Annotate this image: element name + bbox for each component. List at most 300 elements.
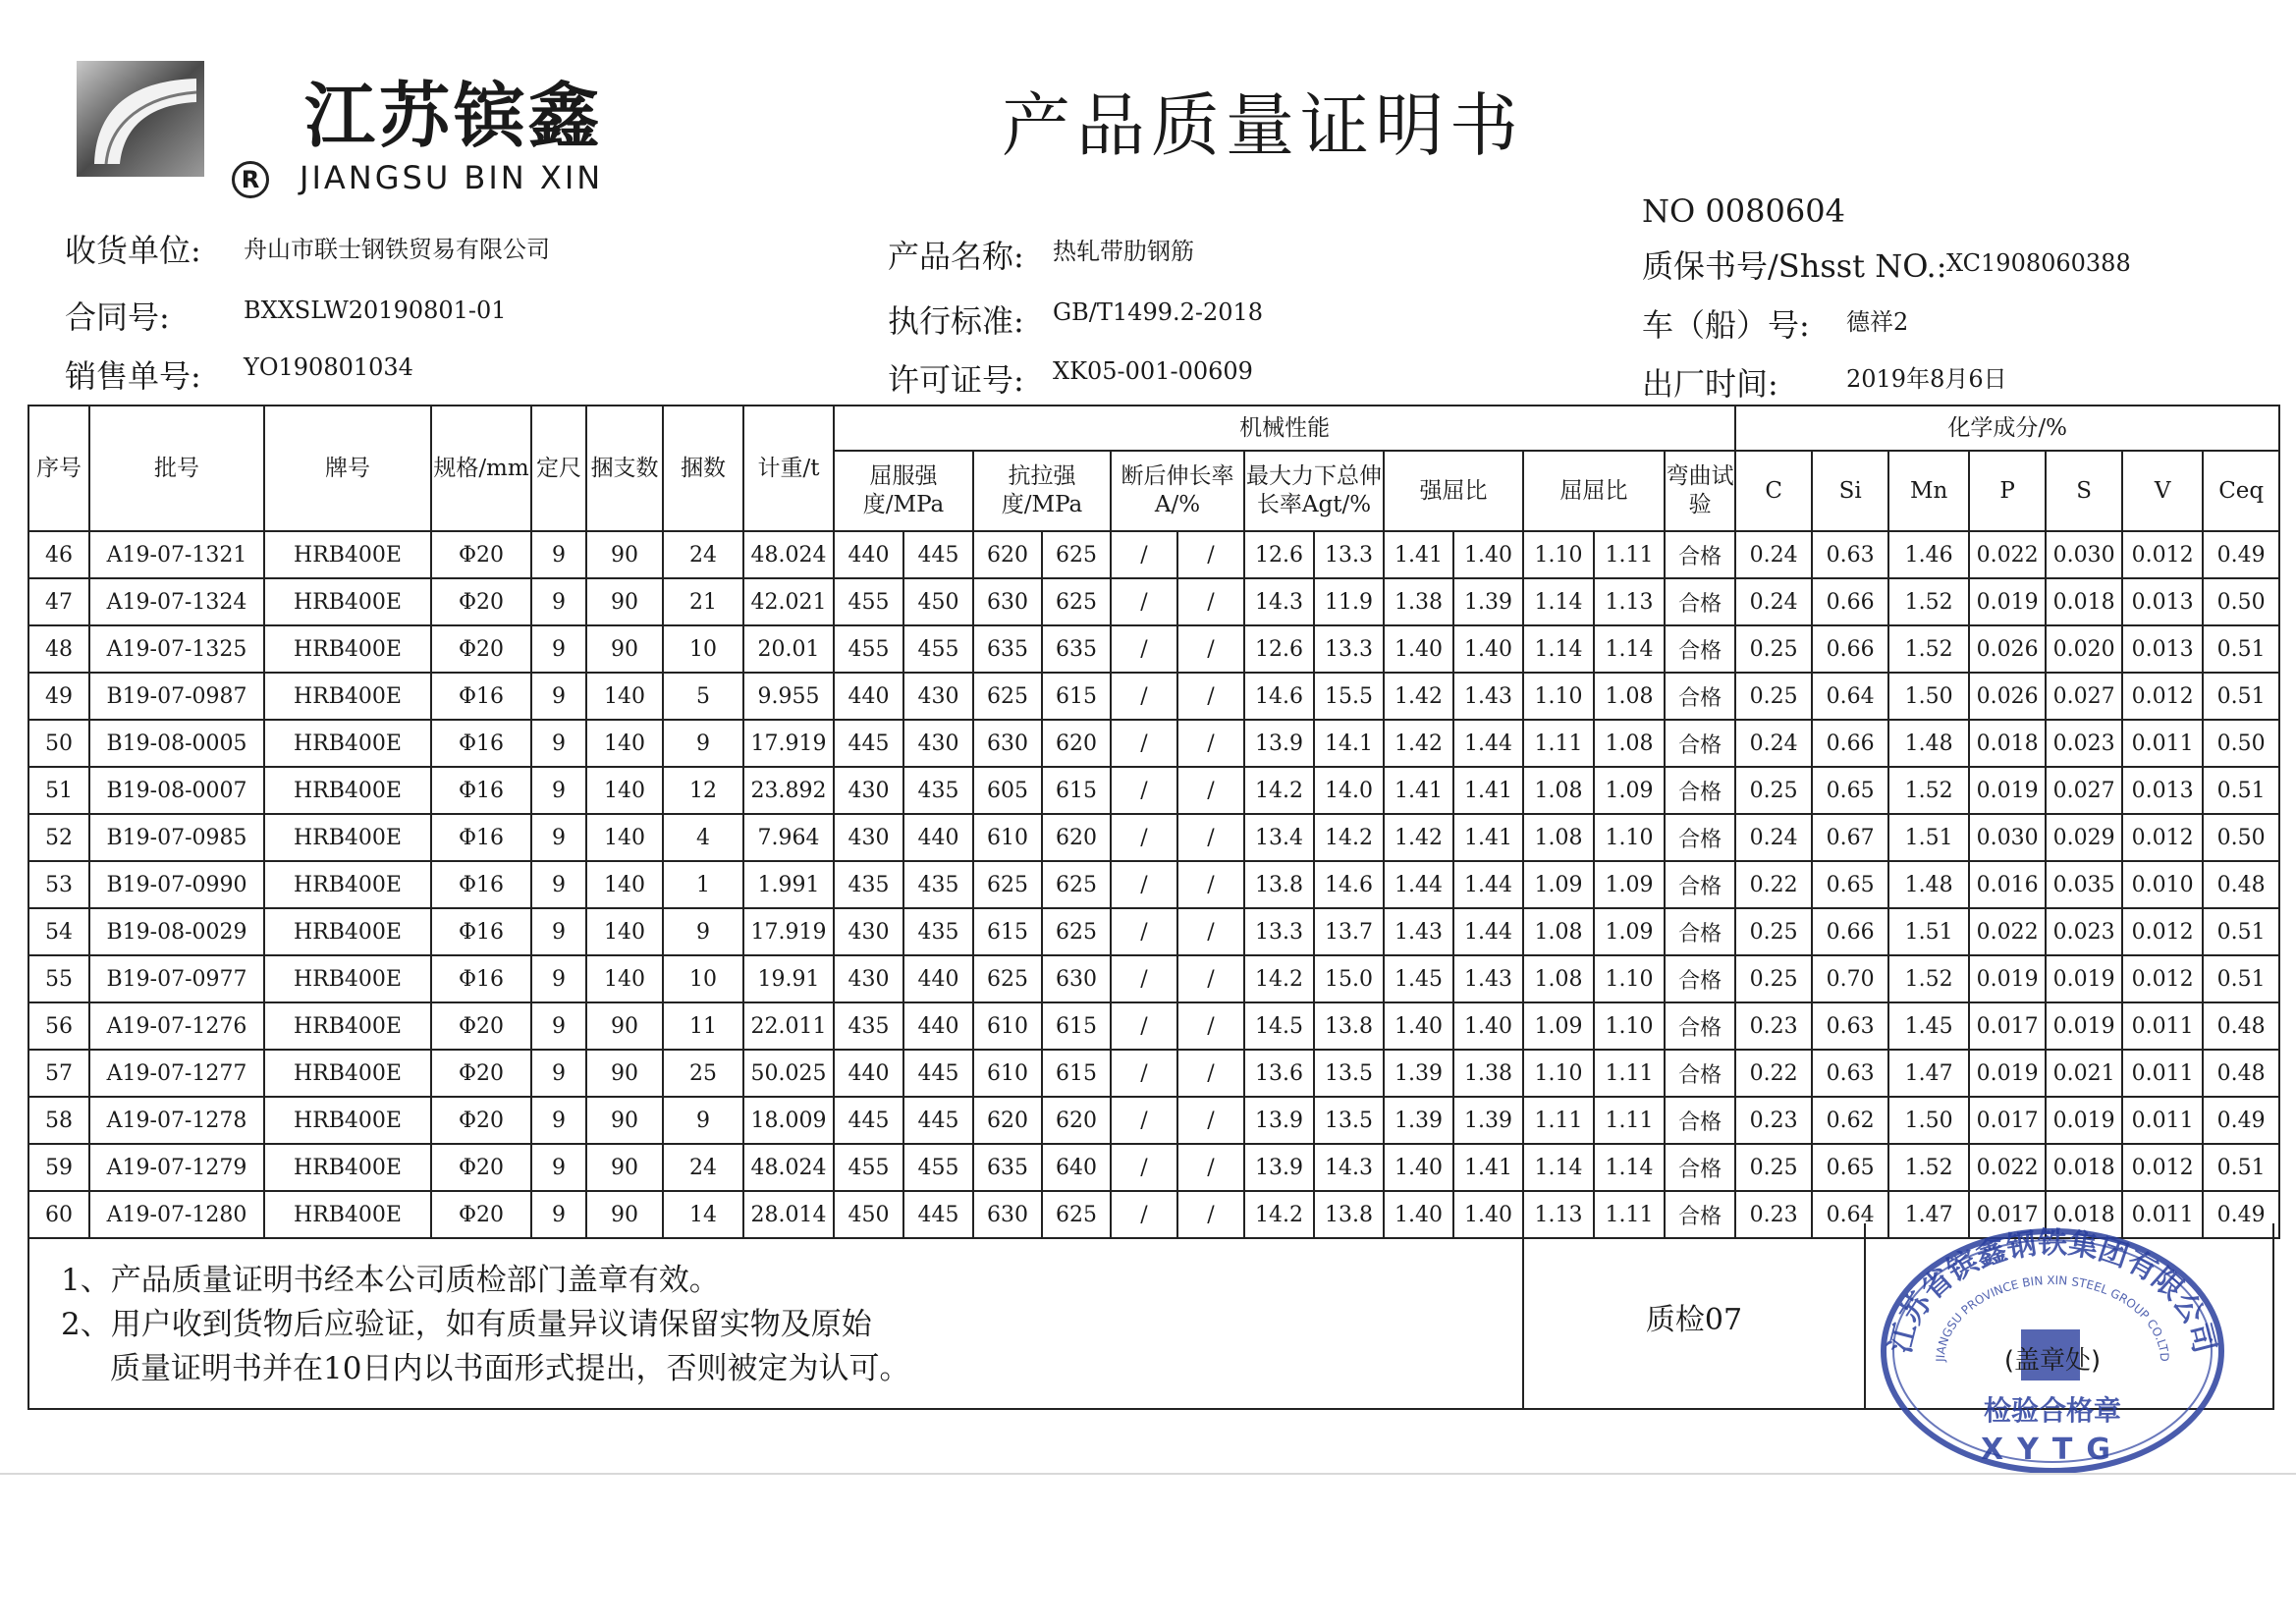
- cell-yield-1: 440: [834, 673, 903, 720]
- cell-yield-ratio-2: 1.09: [1594, 861, 1665, 908]
- cell-yield-ratio-1: 1.08: [1523, 767, 1594, 814]
- cell-yield-1: 440: [834, 1050, 903, 1097]
- cell-si: 0.64: [1812, 1191, 1888, 1238]
- cell-yield-2: 445: [903, 531, 973, 578]
- cell-s: 0.018: [2046, 1191, 2122, 1238]
- cell-strength-ratio-2: 1.44: [1453, 861, 1523, 908]
- cell-bend-test: 合格: [1665, 1191, 1735, 1238]
- cell-p: 0.022: [1969, 531, 2046, 578]
- cell-elongation-2: /: [1177, 814, 1244, 861]
- sales-order-label: 销售单号:: [65, 357, 201, 395]
- cell-spec: Φ16: [431, 908, 531, 955]
- cell-agt-2: 13.7: [1314, 908, 1384, 955]
- cell-si: 0.63: [1812, 1002, 1888, 1050]
- table-row: [28, 908, 2279, 955]
- cell-tensile-2: 615: [1042, 1002, 1111, 1050]
- cell-elongation-2: /: [1177, 1050, 1244, 1097]
- cell-yield-1: 430: [834, 767, 903, 814]
- cell-spec: Φ20: [431, 625, 531, 673]
- cell-agt-2: 13.3: [1314, 531, 1384, 578]
- cell-seq: 55: [28, 955, 89, 1002]
- cell-ceq: 0.51: [2203, 673, 2279, 720]
- cell-weight: 7.964: [743, 814, 834, 861]
- cell-tensile-2: 640: [1042, 1144, 1111, 1191]
- cell-weight: 17.919: [743, 908, 834, 955]
- cell-ceq: 0.51: [2203, 955, 2279, 1002]
- cell-spec: Φ16: [431, 814, 531, 861]
- cell-agt-2: 14.2: [1314, 814, 1384, 861]
- cell-v: 0.013: [2122, 578, 2203, 625]
- cell-agt-2: 14.1: [1314, 720, 1384, 767]
- cell-grade: HRB400E: [264, 673, 431, 720]
- cell-s: 0.019: [2046, 1002, 2122, 1050]
- cell-batch: A19-07-1279: [89, 1144, 264, 1191]
- header-v: V: [2122, 451, 2203, 531]
- cell-c: 0.22: [1735, 1050, 1812, 1097]
- product-name-label: 产品名称:: [888, 238, 1024, 275]
- cell-tensile-1: 625: [973, 673, 1042, 720]
- cell-strength-ratio-1: 1.41: [1384, 531, 1453, 578]
- cell-yield-ratio-2: 1.13: [1594, 578, 1665, 625]
- cell-spec: Φ16: [431, 861, 531, 908]
- cell-tensile-2: 625: [1042, 1191, 1111, 1238]
- header-elongation: 断后伸长率A/%: [1111, 451, 1244, 531]
- cell-yield-ratio-1: 1.08: [1523, 814, 1594, 861]
- cell-elongation-1: /: [1111, 625, 1177, 673]
- cell-elongation-1: /: [1111, 531, 1177, 578]
- cell-agt-1: 14.2: [1244, 1191, 1314, 1238]
- cell-yield-ratio-1: 1.11: [1523, 1097, 1594, 1144]
- cell-pieces: 90: [586, 1050, 663, 1097]
- cell-yield-ratio-1: 1.13: [1523, 1191, 1594, 1238]
- cell-elongation-1: /: [1111, 578, 1177, 625]
- table-row: [28, 955, 2279, 1002]
- cell-elongation-1: /: [1111, 1191, 1177, 1238]
- cell-c: 0.23: [1735, 1002, 1812, 1050]
- cell-tensile-1: 625: [973, 861, 1042, 908]
- cell-strength-ratio-2: 1.40: [1453, 1191, 1523, 1238]
- cell-elongation-1: /: [1111, 1097, 1177, 1144]
- cell-batch: B19-07-0977: [89, 955, 264, 1002]
- cell-bend-test: 合格: [1665, 1002, 1735, 1050]
- cell-s: 0.023: [2046, 720, 2122, 767]
- cell-agt-2: 14.0: [1314, 767, 1384, 814]
- cell-c: 0.22: [1735, 861, 1812, 908]
- cell-c: 0.24: [1735, 531, 1812, 578]
- header-si: Si: [1812, 451, 1888, 531]
- cell-tensile-1: 610: [973, 1002, 1042, 1050]
- cell-tensile-2: 625: [1042, 531, 1111, 578]
- cell-batch: B19-08-0007: [89, 767, 264, 814]
- cell-strength-ratio-2: 1.44: [1453, 720, 1523, 767]
- cell-pieces: 90: [586, 625, 663, 673]
- cell-elongation-2: /: [1177, 720, 1244, 767]
- cell-bend-test: 合格: [1665, 767, 1735, 814]
- cell-spec: Φ16: [431, 720, 531, 767]
- cell-bundles: 11: [663, 1002, 743, 1050]
- cell-pieces: 90: [586, 1097, 663, 1144]
- cell-strength-ratio-1: 1.42: [1384, 720, 1453, 767]
- cell-tensile-1: 630: [973, 720, 1042, 767]
- cell-yield-2: 430: [903, 673, 973, 720]
- cell-c: 0.25: [1735, 767, 1812, 814]
- inspector-code: 质检07: [1645, 1303, 1743, 1337]
- cell-p: 0.022: [1969, 1144, 2046, 1191]
- cell-si: 0.67: [1812, 814, 1888, 861]
- header-chemical-group: 化学成分/%: [1735, 406, 2279, 451]
- cell-tensile-2: 620: [1042, 814, 1111, 861]
- cell-strength-ratio-1: 1.38: [1384, 578, 1453, 625]
- cell-yield-2: 445: [903, 1050, 973, 1097]
- cell-batch: B19-08-0005: [89, 720, 264, 767]
- cell-elongation-2: /: [1177, 673, 1244, 720]
- cell-si: 0.65: [1812, 861, 1888, 908]
- cell-spec: Φ20: [431, 1191, 531, 1238]
- cell-yield-1: 455: [834, 578, 903, 625]
- cell-ceq: 0.48: [2203, 1002, 2279, 1050]
- cell-ceq: 0.49: [2203, 1191, 2279, 1238]
- receiver-label: 收货单位:: [65, 232, 201, 269]
- cell-yield-2: 435: [903, 767, 973, 814]
- cell-yield-1: 440: [834, 531, 903, 578]
- cell-yield-ratio-2: 1.11: [1594, 1050, 1665, 1097]
- cell-s: 0.023: [2046, 908, 2122, 955]
- cell-strength-ratio-2: 1.41: [1453, 1144, 1523, 1191]
- company-name-cn: 江苏镔鑫: [304, 75, 604, 157]
- cell-yield-1: 455: [834, 625, 903, 673]
- cell-si: 0.66: [1812, 578, 1888, 625]
- header-strength-ratio: 强屈比: [1384, 451, 1523, 531]
- cell-yield-ratio-1: 1.14: [1523, 578, 1594, 625]
- page-bottom-rule: [0, 1473, 2296, 1475]
- cell-tensile-2: 620: [1042, 1097, 1111, 1144]
- cell-grade: HRB400E: [264, 1002, 431, 1050]
- cell-tensile-1: 630: [973, 1191, 1042, 1238]
- cell-grade: HRB400E: [264, 955, 431, 1002]
- cell-s: 0.019: [2046, 955, 2122, 1002]
- cell-bend-test: 合格: [1665, 625, 1735, 673]
- cell-pieces: 90: [586, 578, 663, 625]
- cell-elongation-2: /: [1177, 908, 1244, 955]
- cell-v: 0.012: [2122, 955, 2203, 1002]
- cell-seq: 57: [28, 1050, 89, 1097]
- cell-pieces: 90: [586, 1002, 663, 1050]
- cell-tensile-1: 635: [973, 1144, 1042, 1191]
- cell-si: 0.65: [1812, 767, 1888, 814]
- cell-tensile-2: 615: [1042, 767, 1111, 814]
- cell-length: 9: [531, 578, 586, 625]
- cell-p: 0.018: [1969, 720, 2046, 767]
- cell-tensile-1: 610: [973, 814, 1042, 861]
- sales-order-value: YO190801034: [244, 353, 413, 381]
- cell-bundles: 24: [663, 1144, 743, 1191]
- cell-tensile-1: 630: [973, 578, 1042, 625]
- cell-batch: A19-07-1280: [89, 1191, 264, 1238]
- cell-p: 0.022: [1969, 908, 2046, 955]
- header-length: 定尺: [531, 406, 586, 531]
- cell-yield-ratio-2: 1.08: [1594, 720, 1665, 767]
- cell-c: 0.25: [1735, 625, 1812, 673]
- cell-elongation-2: /: [1177, 767, 1244, 814]
- header-c: C: [1735, 451, 1812, 531]
- cell-bundles: 12: [663, 767, 743, 814]
- cell-strength-ratio-1: 1.39: [1384, 1050, 1453, 1097]
- cell-s: 0.027: [2046, 673, 2122, 720]
- header-pieces: 捆支数: [586, 406, 663, 531]
- cell-grade: HRB400E: [264, 1191, 431, 1238]
- cell-yield-2: 445: [903, 1191, 973, 1238]
- cell-yield-ratio-2: 1.09: [1594, 908, 1665, 955]
- cell-yield-1: 435: [834, 1002, 903, 1050]
- cell-strength-ratio-1: 1.44: [1384, 861, 1453, 908]
- cell-tensile-2: 615: [1042, 1050, 1111, 1097]
- cell-seq: 49: [28, 673, 89, 720]
- cell-strength-ratio-2: 1.43: [1453, 955, 1523, 1002]
- cell-bundles: 14: [663, 1191, 743, 1238]
- cell-grade: HRB400E: [264, 578, 431, 625]
- cell-p: 0.019: [1969, 767, 2046, 814]
- receiver-value: 舟山市联士钢铁贸易有限公司: [244, 236, 550, 263]
- cell-yield-ratio-2: 1.11: [1594, 1097, 1665, 1144]
- cell-strength-ratio-1: 1.45: [1384, 955, 1453, 1002]
- cell-weight: 17.919: [743, 720, 834, 767]
- cell-elongation-1: /: [1111, 908, 1177, 955]
- cell-elongation-1: /: [1111, 720, 1177, 767]
- cell-s: 0.020: [2046, 625, 2122, 673]
- cell-length: 9: [531, 1050, 586, 1097]
- cell-c: 0.25: [1735, 673, 1812, 720]
- cell-agt-1: 13.6: [1244, 1050, 1314, 1097]
- cell-bundles: 10: [663, 625, 743, 673]
- cell-yield-1: 430: [834, 908, 903, 955]
- header-mn: Mn: [1888, 451, 1969, 531]
- cell-weight: 20.01: [743, 625, 834, 673]
- cell-mn: 1.52: [1888, 955, 1969, 1002]
- cell-agt-2: 13.8: [1314, 1002, 1384, 1050]
- cell-grade: HRB400E: [264, 861, 431, 908]
- cell-length: 9: [531, 1191, 586, 1238]
- cell-batch: B19-07-0987: [89, 673, 264, 720]
- cell-tensile-1: 615: [973, 908, 1042, 955]
- cell-elongation-1: /: [1111, 814, 1177, 861]
- cell-yield-2: 455: [903, 625, 973, 673]
- cell-yield-ratio-1: 1.08: [1523, 908, 1594, 955]
- cell-agt-2: 13.3: [1314, 625, 1384, 673]
- cell-length: 9: [531, 955, 586, 1002]
- header-s: S: [2046, 451, 2122, 531]
- cell-yield-ratio-2: 1.10: [1594, 955, 1665, 1002]
- cell-v: 0.011: [2122, 720, 2203, 767]
- cell-p: 0.016: [1969, 861, 2046, 908]
- cell-seq: 58: [28, 1097, 89, 1144]
- cell-elongation-1: /: [1111, 1050, 1177, 1097]
- note-1: 1、产品质量证明书经本公司质检部门盖章有效。: [61, 1263, 720, 1298]
- cell-bundles: 9: [663, 720, 743, 767]
- cell-agt-2: 15.5: [1314, 673, 1384, 720]
- cell-elongation-2: /: [1177, 625, 1244, 673]
- cell-yield-1: 445: [834, 720, 903, 767]
- cell-seq: 59: [28, 1144, 89, 1191]
- vehicle-value: 德祥2: [1846, 308, 1909, 336]
- standard-value: GB/T1499.2-2018: [1053, 298, 1264, 326]
- cell-yield-ratio-1: 1.10: [1523, 673, 1594, 720]
- cell-c: 0.24: [1735, 578, 1812, 625]
- cell-seq: 52: [28, 814, 89, 861]
- cell-s: 0.018: [2046, 1144, 2122, 1191]
- table-row: [28, 1002, 2279, 1050]
- cell-v: 0.011: [2122, 1191, 2203, 1238]
- header-weight: 计重/t: [743, 406, 834, 531]
- cell-ceq: 0.50: [2203, 814, 2279, 861]
- cell-strength-ratio-2: 1.41: [1453, 767, 1523, 814]
- inspection-seal-stamp: [1866, 1214, 2239, 1479]
- company-name-en: JIANGSU BIN XIN: [300, 159, 604, 196]
- header-tensile-strength: 抗拉强度/MPa: [973, 451, 1111, 531]
- cell-yield-ratio-1: 1.09: [1523, 1002, 1594, 1050]
- cell-si: 0.66: [1812, 720, 1888, 767]
- cell-length: 9: [531, 1097, 586, 1144]
- cell-weight: 50.025: [743, 1050, 834, 1097]
- cell-p: 0.030: [1969, 814, 2046, 861]
- cell-c: 0.25: [1735, 955, 1812, 1002]
- cell-spec: Φ20: [431, 1002, 531, 1050]
- cell-yield-ratio-2: 1.11: [1594, 1191, 1665, 1238]
- cell-strength-ratio-2: 1.40: [1453, 531, 1523, 578]
- cell-elongation-1: /: [1111, 955, 1177, 1002]
- cell-si: 0.66: [1812, 625, 1888, 673]
- cell-v: 0.012: [2122, 814, 2203, 861]
- cell-yield-1: 430: [834, 955, 903, 1002]
- cell-bundles: 24: [663, 531, 743, 578]
- cell-strength-ratio-2: 1.38: [1453, 1050, 1523, 1097]
- cell-yield-ratio-1: 1.11: [1523, 720, 1594, 767]
- document-number: NO 0080604: [1642, 192, 1845, 230]
- cell-c: 0.25: [1735, 908, 1812, 955]
- cell-tensile-1: 605: [973, 767, 1042, 814]
- cell-mn: 1.50: [1888, 1097, 1969, 1144]
- cell-tensile-1: 625: [973, 955, 1042, 1002]
- cell-elongation-1: /: [1111, 1002, 1177, 1050]
- cell-agt-2: 11.9: [1314, 578, 1384, 625]
- cell-length: 9: [531, 720, 586, 767]
- cell-batch: A19-07-1324: [89, 578, 264, 625]
- cell-bend-test: 合格: [1665, 531, 1735, 578]
- cell-mn: 1.51: [1888, 908, 1969, 955]
- cell-seq: 51: [28, 767, 89, 814]
- cell-grade: HRB400E: [264, 625, 431, 673]
- cell-mn: 1.47: [1888, 1191, 1969, 1238]
- cell-length: 9: [531, 861, 586, 908]
- document-title: 产品质量证明书: [1002, 85, 1524, 166]
- license-label: 许可证号:: [888, 361, 1024, 399]
- cell-elongation-1: /: [1111, 861, 1177, 908]
- cell-strength-ratio-1: 1.40: [1384, 625, 1453, 673]
- cell-agt-1: 14.2: [1244, 767, 1314, 814]
- cell-v: 0.011: [2122, 1097, 2203, 1144]
- license-value: XK05-001-00609: [1053, 357, 1253, 385]
- cell-yield-ratio-2: 1.08: [1594, 673, 1665, 720]
- cell-yield-2: 445: [903, 1097, 973, 1144]
- cell-weight: 9.955: [743, 673, 834, 720]
- cell-length: 9: [531, 908, 586, 955]
- contract-label: 合同号:: [65, 298, 170, 336]
- ship-date-value: 2019年8月6日: [1846, 365, 2007, 393]
- cell-spec: Φ20: [431, 578, 531, 625]
- cell-strength-ratio-2: 1.40: [1453, 625, 1523, 673]
- table-row: [28, 861, 2279, 908]
- cell-tensile-2: 625: [1042, 908, 1111, 955]
- cell-v: 0.011: [2122, 1050, 2203, 1097]
- cell-pieces: 140: [586, 955, 663, 1002]
- cell-yield-2: 430: [903, 720, 973, 767]
- cell-yield-ratio-2: 1.14: [1594, 625, 1665, 673]
- cell-pieces: 140: [586, 767, 663, 814]
- table-row: [28, 578, 2279, 625]
- cell-weight: 19.91: [743, 955, 834, 1002]
- cell-agt-1: 13.4: [1244, 814, 1314, 861]
- table-row: [28, 1144, 2279, 1191]
- cell-weight: 42.021: [743, 578, 834, 625]
- cell-elongation-2: /: [1177, 861, 1244, 908]
- cell-weight: 48.024: [743, 1144, 834, 1191]
- cell-yield-1: 445: [834, 1097, 903, 1144]
- cell-yield-ratio-1: 1.10: [1523, 531, 1594, 578]
- cell-ceq: 0.51: [2203, 767, 2279, 814]
- cell-elongation-2: /: [1177, 1002, 1244, 1050]
- cell-mn: 1.51: [1888, 814, 1969, 861]
- cell-agt-2: 13.5: [1314, 1050, 1384, 1097]
- cell-length: 9: [531, 625, 586, 673]
- cell-tensile-1: 620: [973, 1097, 1042, 1144]
- cell-s: 0.035: [2046, 861, 2122, 908]
- cell-spec: Φ16: [431, 767, 531, 814]
- cell-v: 0.013: [2122, 625, 2203, 673]
- cell-length: 9: [531, 531, 586, 578]
- cell-grade: HRB400E: [264, 531, 431, 578]
- cell-grade: HRB400E: [264, 720, 431, 767]
- cell-mn: 1.52: [1888, 578, 1969, 625]
- cell-grade: HRB400E: [264, 908, 431, 955]
- cell-mn: 1.52: [1888, 625, 1969, 673]
- cell-pieces: 90: [586, 1144, 663, 1191]
- cell-elongation-1: /: [1111, 767, 1177, 814]
- cell-mn: 1.45: [1888, 1002, 1969, 1050]
- cert-number-value: XC1908060388: [1946, 249, 2131, 277]
- cell-spec: Φ20: [431, 1097, 531, 1144]
- note-2: 2、用户收到货物后应验证，如有质量异议请保留实物及原始: [61, 1307, 872, 1342]
- cell-seq: 48: [28, 625, 89, 673]
- registered-mark-icon: R: [232, 161, 269, 198]
- cell-v: 0.012: [2122, 531, 2203, 578]
- cell-si: 0.66: [1812, 908, 1888, 955]
- table-row: [28, 1050, 2279, 1097]
- cell-ceq: 0.50: [2203, 578, 2279, 625]
- cell-elongation-2: /: [1177, 955, 1244, 1002]
- stamp-center-text: (盖章处): [2003, 1346, 2102, 1376]
- cell-bundles: 21: [663, 578, 743, 625]
- cell-p: 0.017: [1969, 1002, 2046, 1050]
- cell-s: 0.030: [2046, 531, 2122, 578]
- cell-yield-2: 455: [903, 1144, 973, 1191]
- cell-spec: Φ16: [431, 673, 531, 720]
- cell-bend-test: 合格: [1665, 1144, 1735, 1191]
- cell-elongation-2: /: [1177, 1191, 1244, 1238]
- cell-seq: 60: [28, 1191, 89, 1238]
- cell-v: 0.010: [2122, 861, 2203, 908]
- cell-yield-2: 435: [903, 908, 973, 955]
- header-batch: 批号: [89, 406, 264, 531]
- cell-weight: 28.014: [743, 1191, 834, 1238]
